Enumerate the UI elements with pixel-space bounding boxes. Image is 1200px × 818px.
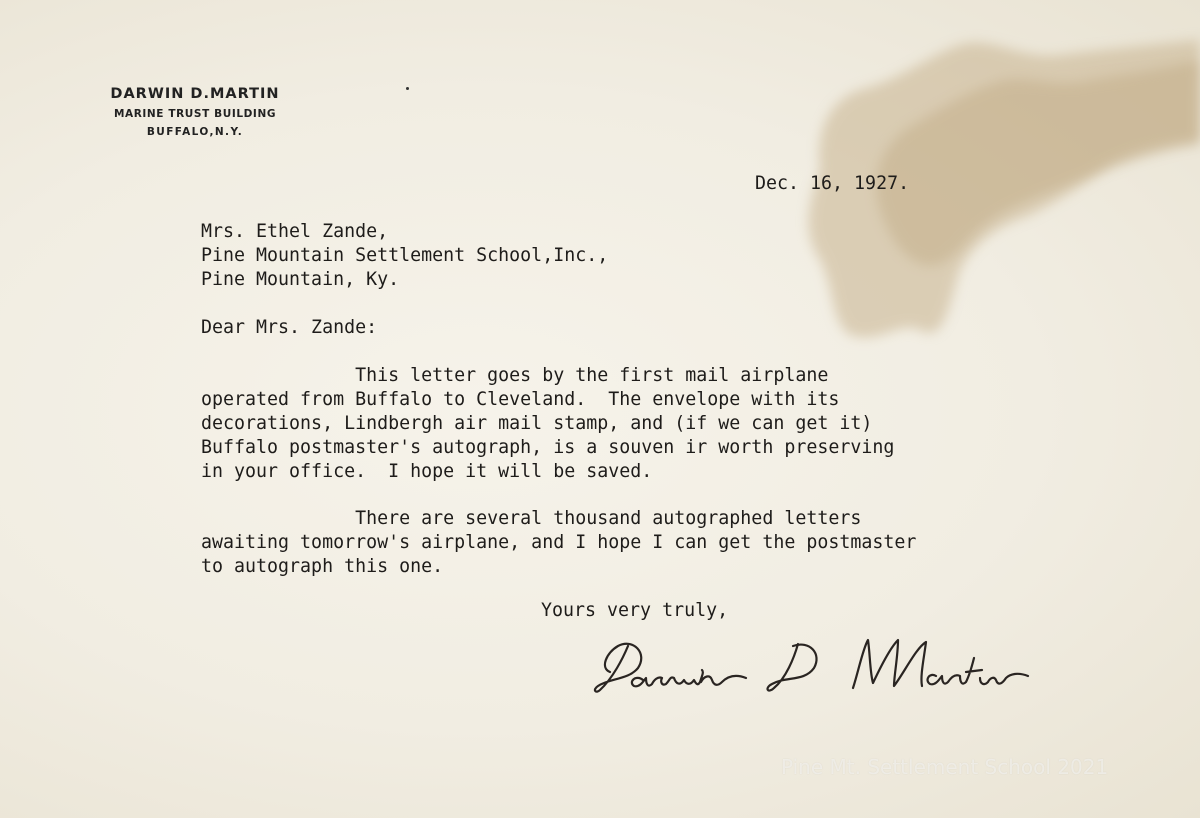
recipient-address [201, 220, 608, 292]
paragraph-line: awaiting tomorrow's airplane, and I hope I can get the postmaster [201, 532, 917, 553]
recipient-name: Mrs. Ethel Zande, [201, 221, 389, 242]
paragraph-line: operated from Buffalo to Cleveland. The envelope with its [201, 389, 840, 410]
paragraph-line: Buffalo postmaster's autograph, is a souven ir worth preserving [201, 437, 895, 458]
watermark: Pine Mt. Settlement School 2021 [781, 755, 1109, 779]
paragraph-2 [201, 507, 916, 579]
handwritten-signature [588, 628, 1048, 708]
paragraph-line: to autograph this one. [201, 556, 444, 577]
paragraph-1 [201, 364, 894, 484]
ink-speck [406, 87, 409, 90]
letterhead-building: MARINE TRUST BUILDING [113, 108, 277, 120]
paragraph-line: decorations, Lindbergh air mail stamp, and (if we can get it) [201, 413, 873, 434]
closing: Yours very truly, [541, 600, 729, 621]
salutation: Dear Mrs. Zande: [201, 317, 378, 338]
letterhead-name: DARWIN D.MARTIN [110, 86, 280, 102]
letterhead [80, 86, 310, 138]
recipient-place: Pine Mountain, Ky. [201, 269, 400, 290]
recipient-org: Pine Mountain Settlement School,Inc., [201, 245, 609, 266]
paragraph-line: in your office. I hope it will be saved. [201, 461, 653, 482]
paragraph-line: There are several thousand autographed letters [201, 508, 862, 529]
paragraph-line: This letter goes by the first mail airplane [201, 365, 829, 386]
letter-date: Dec. 16, 1927. [755, 173, 910, 194]
letterhead-city: BUFFALO,N.Y. [146, 126, 244, 138]
